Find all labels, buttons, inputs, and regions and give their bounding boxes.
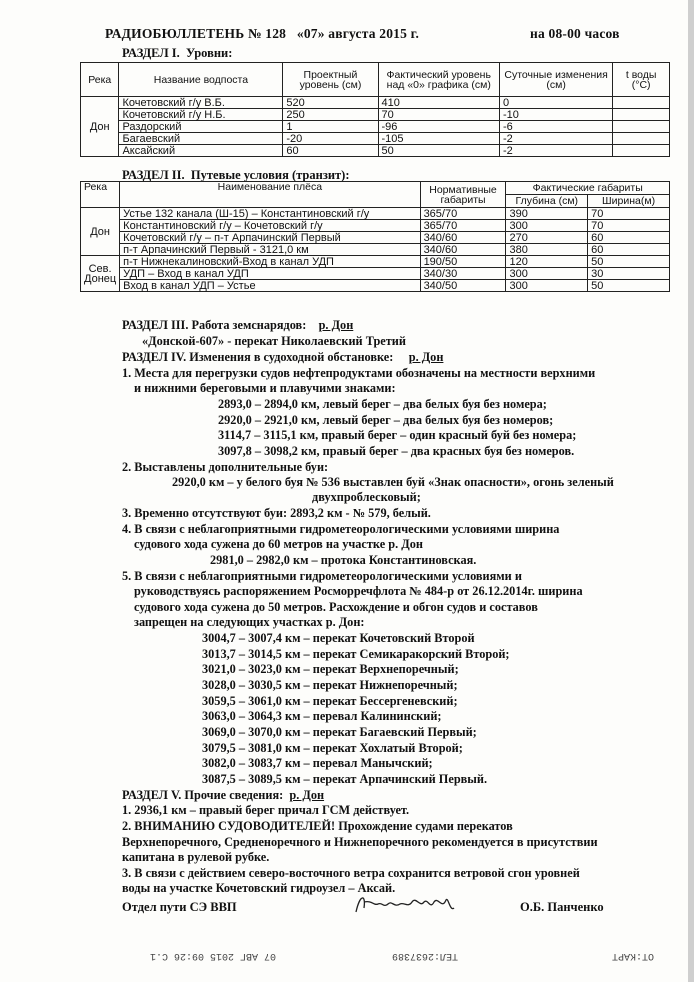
table-cell: -20	[283, 133, 378, 145]
section-5-p3a: 3. В связи с действием северо-восточного ветра сохранится ветровой сгон уровней	[122, 866, 580, 880]
list-item: 3082,0 – 3083,7 км – перевал Манычский;	[202, 756, 433, 770]
table-cell: 380	[506, 244, 588, 256]
section-4-p2: 2. Выставлены дополнительные буи:	[122, 460, 329, 474]
table-cell: 50	[378, 145, 499, 157]
table-cell: -6	[499, 121, 612, 133]
table-row	[81, 268, 670, 280]
department-name: Отдел пути СЭ ВВП	[122, 900, 237, 914]
section-4-p5c: судового хода сужена до 50 метров. Расхождение и обгон судов и составов	[134, 600, 538, 614]
section-4-p5d: запрещен на следующих участках р. Дон:	[134, 615, 365, 629]
table-cell: 250	[283, 109, 378, 121]
list-item: 2920,0 км – у белого буя № 536 выставлен буй «Знак опасности», огонь зеленый	[172, 475, 614, 489]
table-cell: 300	[506, 220, 588, 232]
table-cell: 120	[506, 256, 588, 268]
fax-phone: ТЕЛ:2637389	[392, 950, 459, 961]
table-cell: -2	[499, 133, 612, 145]
table-cell: -96	[378, 121, 499, 133]
bulletin-title: РАДИОБЮЛЛЕТЕНЬ № 128	[105, 26, 287, 41]
section-3-label: РАЗДЕЛ III. Работа земснарядов:	[122, 318, 307, 332]
table-cell: 1	[283, 121, 378, 133]
table-cell	[613, 133, 670, 145]
list-item: 2920,0 – 2921,0 км, левый берег – два белых буя без номеров;	[218, 413, 554, 427]
table-cell	[613, 145, 670, 157]
table-row	[81, 109, 670, 121]
section-3-text: «Донской-607» - перекат Николаевский Третий	[142, 334, 406, 348]
list-item: 3069,0 – 3070,0 км – перекат Багаевский Первый;	[202, 725, 477, 739]
levels-river-cell: Дон	[81, 97, 119, 157]
table-cell: УДП – Вход в канал УДП	[120, 268, 420, 280]
table-cell: -10	[499, 109, 612, 121]
table-cell: 520	[283, 97, 378, 109]
table-cell: 60	[588, 232, 670, 244]
section-4-p1b: и нижними береговыми и плавучими знаками:	[134, 381, 396, 395]
section-1-subtitle: Уровни:	[186, 46, 233, 60]
table-cell: 70	[588, 208, 670, 220]
section-4-p4b: судового хода сужена до 60 метров на участке р. Дон	[134, 537, 423, 551]
transit-table	[80, 181, 670, 292]
section-3-title	[122, 318, 353, 333]
section-4-p4a: 4. В связи с неблагоприятными гидрометеорологическими условиями ширина	[122, 522, 560, 536]
table-cell: 340/30	[420, 268, 506, 280]
section-4-label: РАЗДЕЛ IV. Изменения в судоходной обстановке:	[122, 350, 394, 364]
section-5-title	[122, 788, 324, 803]
section-3-river: р. Дон	[318, 318, 354, 332]
table-cell: 50	[588, 256, 670, 268]
table-cell: 70	[588, 220, 670, 232]
scan-edge	[688, 0, 694, 982]
table-row	[81, 220, 670, 232]
table-row	[81, 97, 670, 109]
table-row	[81, 208, 670, 220]
section-4-title	[122, 350, 443, 365]
table-cell: -2	[499, 145, 612, 157]
table-cell: 365/70	[420, 208, 506, 220]
table-cell: Аксайский	[119, 145, 283, 157]
levels-col-daily: Суточные изменения (см)	[499, 63, 612, 97]
table-cell: 340/50	[420, 280, 506, 292]
transit-col-name: Наименование плёса	[120, 182, 420, 208]
list-item: 3004,7 – 3007,4 км – перекат Кочетовский Второй	[202, 631, 475, 645]
table-cell: 340/60	[420, 232, 506, 244]
table-cell: 410	[378, 97, 499, 109]
table-cell: 0	[499, 97, 612, 109]
bulletin-time: на 08-00 часов	[530, 26, 620, 41]
list-item: 3063,0 – 3064,3 км – перевал Калининский;	[202, 709, 442, 723]
transit-river-sev-donets: Сев. Донец	[81, 256, 120, 292]
table-row	[81, 232, 670, 244]
list-item: 3097,8 – 3098,2 км, правый берег – два красных буя без номеров.	[218, 444, 575, 458]
transit-col-river: Река	[81, 182, 120, 208]
table-row	[81, 244, 670, 256]
signature-image	[350, 890, 460, 918]
levels-col-temp: t воды (°С)	[613, 63, 670, 97]
transit-table-header-1	[81, 182, 670, 195]
table-cell: п-т Нижнекалиновский-Вход в канал УДП	[120, 256, 420, 268]
levels-col-actual: Фактический уровень над «0» графика (см)	[378, 63, 499, 97]
table-cell: 50	[588, 280, 670, 292]
section-4-p1: 1. Места для перегрузки судов нефтепродуктами обозначены на местности верхними	[122, 366, 596, 380]
transit-river-don: Дон	[81, 208, 120, 256]
table-cell: Кочетовский г/у Н.Б.	[119, 109, 283, 121]
section-4-river: р. Дон	[408, 350, 444, 364]
section-5-p3b: воды на участке Кочетовский гидроузел – Аксай.	[122, 881, 396, 895]
transit-col-depth: Глубина (см)	[506, 195, 588, 208]
table-cell: п-т Арпачинский Первый - 3121,0 км	[120, 244, 420, 256]
table-cell	[613, 121, 670, 133]
levels-col-post: Название водпоста	[119, 63, 283, 97]
table-cell: 190/50	[420, 256, 506, 268]
levels-col-river: Река	[81, 63, 119, 97]
table-cell: Вход в канал УДП – Устье	[120, 280, 420, 292]
bulletin-header	[105, 26, 665, 42]
table-cell: Кочетовский г/у В.Б.	[119, 97, 283, 109]
table-row	[81, 280, 670, 292]
section-5-p1: 1. 2936,1 км – правый берег причал ГСМ действует.	[122, 803, 410, 817]
table-cell: 60	[588, 244, 670, 256]
list-item: 3013,7 – 3014,5 км – перекат Семикаракорский Второй;	[202, 647, 510, 661]
section-5-p2a: 2. ВНИМАНИЮ СУДОВОДИТЕЛЕЙ! Прохождение судами перекатов	[122, 819, 513, 833]
list-item: 2893,0 – 2894,0 км, левый берег – два белых буя без номера;	[218, 397, 547, 411]
table-cell: Раздорский	[119, 121, 283, 133]
section-4-p5a: 5. В связи с неблагоприятными гидрометеорологическими условиями и	[122, 569, 522, 583]
section-1-title	[122, 46, 232, 61]
list-item: 3059,5 – 3061,0 км – перекат Бессергеневский;	[202, 694, 458, 708]
section-2-subtitle: Путевые условия (транзит):	[190, 168, 350, 182]
list-item: 3028,0 – 3030,5 км – перекат Нижнепоречный;	[202, 678, 458, 692]
table-cell: 60	[283, 145, 378, 157]
levels-table-header	[81, 63, 670, 97]
table-row	[81, 145, 670, 157]
list-item: 3079,5 – 3081,0 км – перекат Хохлатый Второй;	[202, 741, 463, 755]
list-item: 3021,0 – 3023,0 км – перекат Верхнепоречный;	[202, 662, 459, 676]
transit-col-fact: Фактические габариты	[506, 182, 670, 195]
signer-name: О.Б. Панченко	[520, 900, 604, 914]
table-cell: 390	[506, 208, 588, 220]
table-cell: Кочетовский г/у – п-т Арпачинский Первый	[120, 232, 420, 244]
fax-sender: ОТ:КАРТ	[612, 950, 655, 961]
levels-col-design: Проектный уровень (см)	[283, 63, 378, 97]
fax-transmission-line	[0, 948, 694, 964]
section-5-p2b: Верхнепоречного, Средненоречного и Нижнепоречного рекомендуется в присутствии	[122, 835, 598, 849]
list-item: 3087,5 – 3089,5 км – перекат Арпачинский Первый.	[202, 772, 488, 786]
bulletin-date: «07» августа 2015 г.	[296, 26, 420, 41]
section-4-p3: 3. Временно отсутствуют буи: 2893,2 км - № 579, белый.	[122, 506, 431, 520]
table-cell: Константиновский г/у – Кочетовский г/у	[120, 220, 420, 232]
section-1-label: РАЗДЕЛ I.	[122, 46, 180, 60]
table-cell	[613, 97, 670, 109]
list-item: двухпроблесковый;	[312, 490, 421, 504]
section-2-label: РАЗДЕЛ II.	[122, 168, 185, 182]
levels-table	[80, 62, 670, 157]
table-cell: -105	[378, 133, 499, 145]
table-row	[81, 121, 670, 133]
table-cell: Устье 132 канала (Ш-15) – Константиновский г/у	[120, 208, 420, 220]
table-cell	[613, 109, 670, 121]
table-cell: 270	[506, 232, 588, 244]
section-5-label: РАЗДЕЛ V. Прочие сведения:	[122, 788, 284, 802]
table-cell: Багаевский	[119, 133, 283, 145]
transit-col-norm: Нормативные габариты	[420, 182, 506, 208]
table-cell: 70	[378, 109, 499, 121]
table-row	[81, 256, 670, 268]
table-cell: 30	[588, 268, 670, 280]
section-5-river: р. Дон	[289, 788, 325, 802]
list-item: 3114,7 – 3115,1 км, правый берег – один красный буй без номера;	[218, 428, 577, 442]
table-cell: 300	[506, 280, 588, 292]
table-cell: 300	[506, 268, 588, 280]
table-cell: 365/70	[420, 220, 506, 232]
table-cell: 340/60	[420, 244, 506, 256]
section-4-p5b: руководствуясь распоряжением Росморречфлота № 484-р от 26.12.2014г. ширина	[134, 584, 583, 598]
table-row	[81, 133, 670, 145]
list-item: 2981,0 – 2982,0 км – протока Константиновская.	[210, 553, 477, 567]
transit-col-width: Ширина(м)	[588, 195, 670, 208]
section-5-p2c: капитана в рулевой рубке.	[122, 850, 270, 864]
fax-date-time: 07 АВГ 2015 09:26 С.1	[150, 950, 277, 961]
